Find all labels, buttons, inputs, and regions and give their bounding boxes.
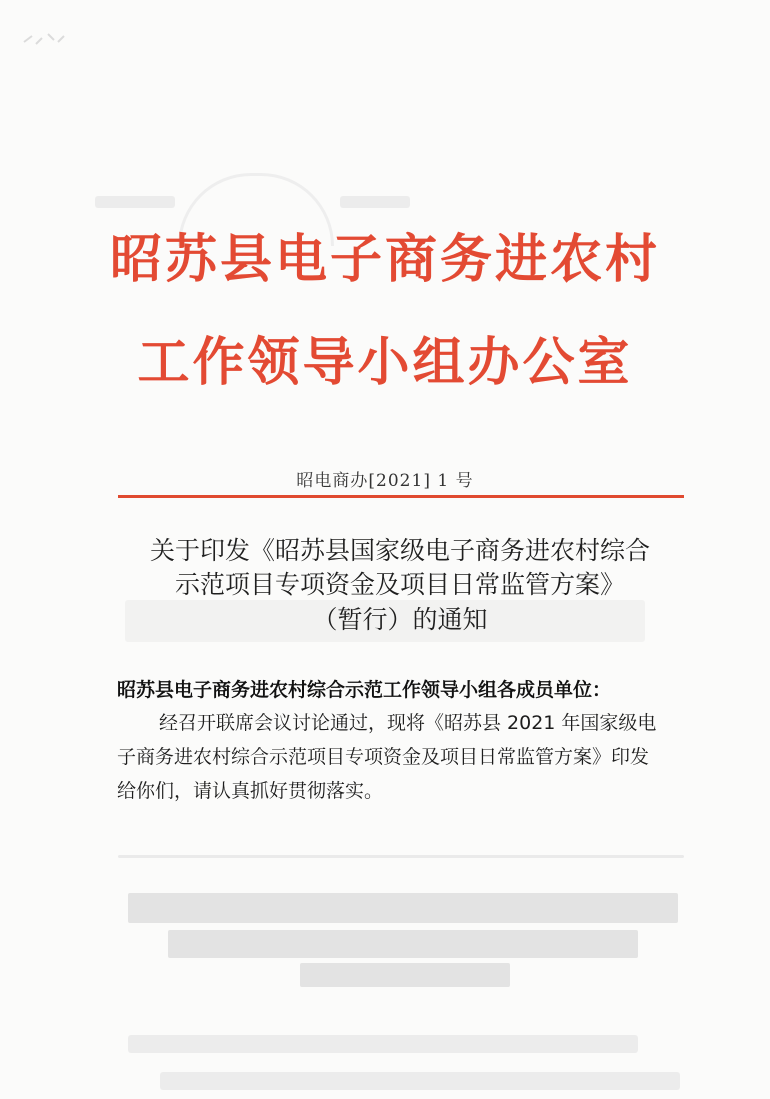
- bleed-through-block: [168, 930, 638, 958]
- bleed-through-block: [128, 1035, 638, 1053]
- letterhead-red-rule: [118, 495, 684, 498]
- bleed-through-block: [160, 1072, 680, 1090]
- bleed-through-block: [300, 963, 510, 987]
- body-paragraph-line-3: 给你们，请认真抓好贯彻落实。: [117, 780, 384, 802]
- bleed-through-block: [95, 196, 175, 208]
- letterhead-line-2: 工作领导小组办公室: [137, 333, 633, 393]
- document-title-line-3: （暂行）的通知: [312, 605, 488, 634]
- scan-speck-mark: [20, 28, 70, 52]
- letterhead-line-1: 昭苏县电子商务进农村: [109, 230, 660, 290]
- addressee-line: 昭苏县电子商务进农村综合示范工作领导小组各成员单位：: [117, 679, 612, 701]
- body-paragraph-line-2: 子商务进农村综合示范项目专项资金及项目日常监管方案》印发: [117, 746, 650, 768]
- bleed-through-line: [118, 855, 684, 858]
- document-title-line-2: 示范项目专项资金及项目日常监管方案》: [174, 570, 625, 599]
- bleed-through-block: [340, 196, 410, 208]
- document-title-line-1: 关于印发《昭苏县国家级电子商务进农村综合: [149, 536, 650, 565]
- document-number: 昭电商办[2021] 1 号: [296, 471, 474, 491]
- body-paragraph-line-1: 经召开联席会议讨论通过，现将《昭苏县 2021 年国家级电: [159, 712, 657, 734]
- bleed-through-block: [128, 893, 678, 923]
